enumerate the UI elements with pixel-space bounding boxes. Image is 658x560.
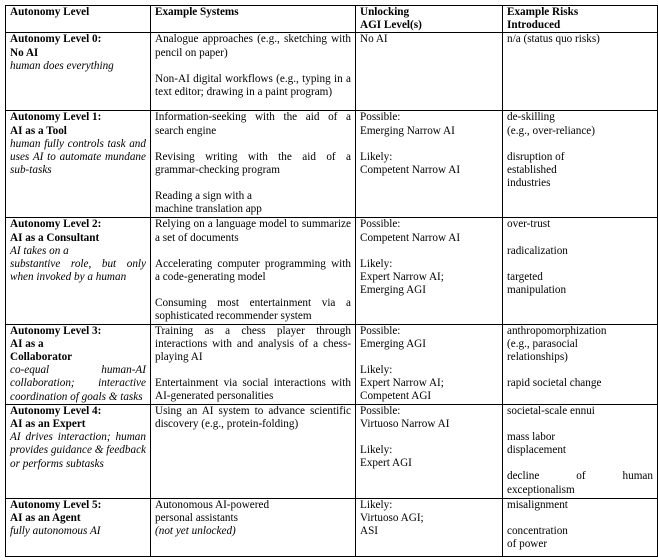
risk-entry: rapid societal change: [507, 377, 602, 390]
example-system: Relying on a language model to summarize a set of documents: [155, 218, 351, 244]
risk-entry: mass labor displacement: [507, 431, 567, 457]
autonomy-level-cell: [6, 218, 151, 324]
example-system: Revising writing with the aid of a grammar-checking program: [155, 150, 351, 177]
example-system: Using an AI system to advance scientific discovery (e.g., protein-folding): [155, 404, 351, 431]
level-title: Autonomy Level 4: AI as an Expert: [10, 404, 102, 431]
risk-entry: n/a (status quo risks): [507, 33, 600, 46]
header-example-systems: Example Systems: [151, 6, 356, 33]
example-system: Reading a sign with a machine translation app: [155, 190, 262, 216]
risk-entry: concentration of power: [507, 525, 568, 551]
example-systems-cell: [151, 324, 356, 404]
risk-entry: over-trust: [507, 218, 551, 231]
level-title: Autonomy Level 2: AI as a Consultant: [10, 218, 102, 244]
level-description: fully autonomous AI: [10, 525, 101, 538]
agi-levels-cell: [356, 111, 503, 218]
autonomy-levels-table: [5, 5, 658, 557]
level-description: co-equal human-AI collaboration; interactive coordination of goals & tasks: [10, 364, 146, 403]
agi-level-entry: Likely: Virtuoso AGI; ASI: [360, 498, 424, 538]
table-row: [6, 404, 658, 498]
header-row: [6, 6, 658, 33]
example-system: Accelerating computer programming with a code-generating model: [155, 257, 351, 284]
level-title: Autonomy Level 1: AI as a Tool: [10, 111, 102, 137]
autonomy-level-cell: [6, 33, 151, 111]
risk-entry: societal-scale ennui: [507, 404, 595, 417]
risks-cell: [503, 218, 658, 324]
agi-levels-cell: [356, 218, 503, 324]
header-autonomy-level: Autonomy Level: [6, 6, 151, 33]
autonomy-level-cell: [6, 324, 151, 404]
agi-level-entry: No AI: [360, 33, 388, 46]
agi-level-entry: Possible: Virtuoso Narrow AI: [360, 404, 450, 431]
example-systems-cell: [151, 33, 356, 111]
agi-levels-cell: [356, 404, 503, 498]
agi-levels-cell: [356, 33, 503, 111]
header-example-risks: Example Risks Introduced: [503, 6, 658, 33]
level-description: human fully controls task and uses AI to automate mundane sub-tasks: [10, 137, 146, 177]
example-system: Non-AI digital workflows (e.g., typing in a text editor; drawing in a paint program): [155, 72, 351, 99]
risk-entry: disruption of established industries: [507, 150, 565, 190]
example-system: Analogue approaches (e.g., sketching with pencil on paper): [155, 33, 351, 59]
risks-cell: [503, 111, 658, 218]
risk-entry: radicalization: [507, 244, 568, 257]
risk-entry: misalignment: [507, 498, 568, 511]
header-agi-levels: Unlocking AGI Level(s): [356, 6, 503, 33]
agi-level-entry: Possible: Emerging Narrow AI: [360, 111, 455, 137]
example-systems-cell: [151, 218, 356, 324]
level-title: Autonomy Level 3: AI as a Collaborator: [10, 324, 102, 364]
risks-cell: [503, 404, 658, 498]
example-systems-cell: [151, 404, 356, 498]
agi-level-entry: Possible: Emerging AGI: [360, 324, 426, 350]
example-system-status: (not yet unlocked): [155, 525, 236, 538]
agi-levels-cell: [356, 324, 503, 404]
table-row: [6, 33, 658, 111]
example-system: Consuming most entertainment via a sophisticated recommender system: [155, 297, 351, 323]
level-description: AI drives interaction; human provides guidance & feedback or performs subtasks: [10, 431, 146, 470]
risks-cell: [503, 498, 658, 556]
level-title: Autonomy Level 0: No AI: [10, 33, 102, 59]
example-system: Entertainment via social interactions with AI-generated personalities: [155, 377, 351, 403]
risk-entry: anthropomorphization (e.g., parasocial relationships): [507, 324, 607, 364]
agi-level-entry: Likely: Competent Narrow AI: [360, 150, 461, 177]
agi-level-entry: Likely: Expert Narrow AI; Competent AGI: [360, 364, 444, 403]
autonomy-table-container: [5, 5, 653, 557]
autonomy-level-cell: [6, 498, 151, 556]
level-title: Autonomy Level 5: AI as an Agent: [10, 498, 102, 525]
autonomy-level-cell: [6, 404, 151, 498]
example-system: Autonomous AI-powered personal assistants: [155, 498, 270, 525]
risk-entry: decline of human exceptionalism: [507, 470, 653, 496]
risks-cell: [503, 324, 658, 404]
level-description: AI takes on a substantive role, but only when invoked by a human: [10, 244, 146, 284]
autonomy-level-cell: [6, 111, 151, 218]
agi-level-entry: Likely: Expert AGI: [360, 444, 412, 470]
agi-levels-cell: [356, 498, 503, 556]
risk-entry: targeted manipulation: [507, 270, 567, 297]
example-systems-cell: [151, 111, 356, 218]
level-description: human does everything: [10, 59, 114, 72]
table-row: [6, 111, 658, 218]
risk-entry: de-skilling (e.g., over-reliance): [507, 111, 595, 137]
agi-level-entry: Likely: Expert Narrow AI; Emerging AGI: [360, 257, 444, 297]
example-system: Information-seeking with the aid of a search engine: [155, 111, 351, 137]
table-row: [6, 498, 658, 556]
example-system: Training as a chess player through interactions with and analysis of a chess-playing AI: [155, 324, 351, 364]
table-row: [6, 324, 658, 404]
agi-level-entry: Possible: Competent Narrow AI: [360, 218, 461, 244]
table-row: [6, 218, 658, 324]
risks-cell: [503, 33, 658, 111]
example-systems-cell: [151, 498, 356, 556]
